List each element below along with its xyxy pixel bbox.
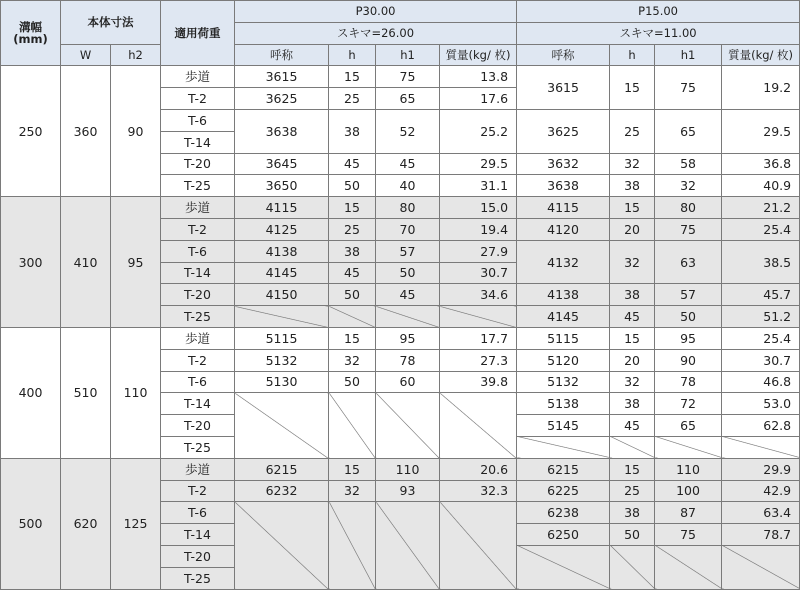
p30-h1-cell: 57 (376, 240, 440, 262)
p30-h1-cell: 80 (376, 197, 440, 219)
header-p30-mass: 質量(kg/ 枚) (440, 44, 517, 66)
p15-h-cell: 32 (610, 240, 655, 284)
width-cell: 300 (1, 197, 61, 328)
p15-mass-cell: 53.0 (722, 393, 800, 415)
p15-h-cell: 38 (610, 502, 655, 524)
header-body-dims: 本体寸法 (61, 1, 161, 45)
load-cell: T-2 (161, 480, 235, 502)
not-available-cell (655, 436, 722, 458)
not-available-cell (517, 436, 610, 458)
h2-cell: 95 (111, 197, 161, 328)
not-available-cell (329, 502, 376, 589)
p30-h-cell: 15 (329, 197, 376, 219)
p30-h1-cell: 95 (376, 327, 440, 349)
p15-h1-cell: 90 (655, 349, 722, 371)
table-row (1, 197, 800, 219)
not-available-cell (722, 545, 800, 589)
p15-mass-cell: 62.8 (722, 415, 800, 437)
p15-h-cell: 50 (610, 524, 655, 546)
p30-mass-cell: 25.2 (440, 109, 517, 153)
p30-h1-cell: 45 (376, 153, 440, 175)
p30-name-cell: 4145 (235, 262, 329, 284)
p30-h-cell: 50 (329, 284, 376, 306)
p15-h1-cell: 75 (655, 66, 722, 110)
header-width-unit: (mm) (13, 32, 48, 47)
not-available-cell (329, 306, 376, 328)
p30-name-cell: 5115 (235, 327, 329, 349)
p30-name-cell: 6232 (235, 480, 329, 502)
p15-name-cell: 6250 (517, 524, 610, 546)
p15-name-cell: 3632 (517, 153, 610, 175)
p15-name-cell: 5145 (517, 415, 610, 437)
header-row-1 (1, 1, 800, 23)
p30-name-cell: 3638 (235, 109, 329, 153)
p30-name-cell: 3625 (235, 88, 329, 110)
p30-mass-cell: 30.7 (440, 262, 517, 284)
p30-name-cell: 4115 (235, 197, 329, 219)
p15-name-cell: 4132 (517, 240, 610, 284)
load-cell: T-2 (161, 349, 235, 371)
not-available-cell (235, 393, 329, 458)
p30-mass-cell: 31.1 (440, 175, 517, 197)
p15-name-cell: 3625 (517, 109, 610, 153)
p15-mass-cell: 25.4 (722, 327, 800, 349)
p15-mass-cell: 29.5 (722, 109, 800, 153)
p15-h1-cell: 65 (655, 415, 722, 437)
p15-mass-cell: 51.2 (722, 306, 800, 328)
not-available-cell (329, 393, 376, 458)
load-cell: T-6 (161, 240, 235, 262)
p15-h1-cell: 80 (655, 197, 722, 219)
header-p15-mass: 質量(kg/ 枚) (722, 44, 800, 66)
p30-h-cell: 45 (329, 153, 376, 175)
load-cell: T-14 (161, 524, 235, 546)
p30-mass-cell: 32.3 (440, 480, 517, 502)
p30-h-cell: 38 (329, 109, 376, 153)
p30-mass-cell: 39.8 (440, 371, 517, 393)
p30-mass-cell: 15.0 (440, 197, 517, 219)
load-cell: T-6 (161, 502, 235, 524)
p15-mass-cell: 63.4 (722, 502, 800, 524)
p15-h1-cell: 63 (655, 240, 722, 284)
p15-h1-cell: 58 (655, 153, 722, 175)
h2-cell: 90 (111, 66, 161, 197)
p15-mass-cell: 25.4 (722, 218, 800, 240)
p15-mass-cell: 45.7 (722, 284, 800, 306)
p15-mass-cell: 29.9 (722, 458, 800, 480)
p30-h1-cell: 78 (376, 349, 440, 371)
not-available-cell (610, 545, 655, 589)
p30-h1-cell: 70 (376, 218, 440, 240)
p30-h-cell: 32 (329, 349, 376, 371)
load-cell: T-25 (161, 175, 235, 197)
p15-h-cell: 15 (610, 197, 655, 219)
p15-h1-cell: 110 (655, 458, 722, 480)
header-p15: P15.00 (517, 1, 800, 23)
p15-name-cell: 3615 (517, 66, 610, 110)
p15-name-cell: 6238 (517, 502, 610, 524)
header-p15-h1: h1 (655, 44, 722, 66)
not-available-cell (376, 306, 440, 328)
p30-h-cell: 50 (329, 175, 376, 197)
width-cell: 400 (1, 327, 61, 458)
p30-h-cell: 50 (329, 371, 376, 393)
h2-cell: 125 (111, 458, 161, 589)
p15-name-cell: 4145 (517, 306, 610, 328)
not-available-cell (376, 393, 440, 458)
p30-h-cell: 15 (329, 458, 376, 480)
W-cell: 410 (61, 197, 111, 328)
p15-mass-cell: 38.5 (722, 240, 800, 284)
p15-name-cell: 4120 (517, 218, 610, 240)
not-available-cell (440, 306, 517, 328)
W-cell: 510 (61, 327, 111, 458)
p15-h-cell: 38 (610, 284, 655, 306)
p15-mass-cell: 46.8 (722, 371, 800, 393)
p15-name-cell: 3638 (517, 175, 610, 197)
p30-name-cell: 3615 (235, 66, 329, 88)
load-cell: T-25 (161, 306, 235, 328)
not-available-cell (440, 393, 517, 458)
p15-h-cell: 15 (610, 327, 655, 349)
p15-h-cell: 20 (610, 349, 655, 371)
load-cell: T-2 (161, 218, 235, 240)
p30-mass-cell: 19.4 (440, 218, 517, 240)
header-width-cell (1, 1, 61, 66)
p15-h-cell: 32 (610, 371, 655, 393)
header-p30-h1: h1 (376, 44, 440, 66)
header-W: W (61, 44, 111, 66)
p30-h-cell: 45 (329, 262, 376, 284)
p15-h-cell: 20 (610, 218, 655, 240)
h2-cell: 110 (111, 327, 161, 458)
header-p30: P30.00 (235, 1, 517, 23)
p15-mass-cell: 78.7 (722, 524, 800, 546)
table-row (1, 66, 800, 88)
p15-mass-cell: 42.9 (722, 480, 800, 502)
p30-name-cell: 4150 (235, 284, 329, 306)
p15-h1-cell: 32 (655, 175, 722, 197)
not-available-cell (610, 436, 655, 458)
p30-h1-cell: 60 (376, 371, 440, 393)
p15-name-cell: 5138 (517, 393, 610, 415)
p30-h1-cell: 93 (376, 480, 440, 502)
p30-name-cell: 4125 (235, 218, 329, 240)
p30-h1-cell: 52 (376, 109, 440, 153)
header-p30-name: 呼称 (235, 44, 329, 66)
load-cell: T-14 (161, 262, 235, 284)
load-cell: T-6 (161, 109, 235, 131)
p15-mass-cell: 36.8 (722, 153, 800, 175)
header-p30-h: h (329, 44, 376, 66)
p15-h1-cell: 95 (655, 327, 722, 349)
p15-h-cell: 25 (610, 109, 655, 153)
load-cell: T-20 (161, 153, 235, 175)
p15-mass-cell: 21.2 (722, 197, 800, 219)
p30-name-cell: 3645 (235, 153, 329, 175)
p30-h1-cell: 110 (376, 458, 440, 480)
load-cell: 歩道 (161, 327, 235, 349)
p30-name-cell: 4138 (235, 240, 329, 262)
p15-h1-cell: 75 (655, 218, 722, 240)
load-cell: T-25 (161, 567, 235, 589)
load-cell: T-20 (161, 284, 235, 306)
p30-h-cell: 32 (329, 480, 376, 502)
p30-h1-cell: 65 (376, 88, 440, 110)
p15-name-cell: 6215 (517, 458, 610, 480)
load-cell: T-14 (161, 393, 235, 415)
p30-mass-cell: 27.9 (440, 240, 517, 262)
p30-mass-cell: 20.6 (440, 458, 517, 480)
p30-name-cell: 5132 (235, 349, 329, 371)
p15-h1-cell: 78 (655, 371, 722, 393)
load-cell: 歩道 (161, 66, 235, 88)
p15-mass-cell: 30.7 (722, 349, 800, 371)
header-load: 適用荷重 (161, 1, 235, 66)
p30-h1-cell: 45 (376, 284, 440, 306)
header-p15-gap: スキマ=11.00 (517, 22, 800, 44)
p15-h-cell: 25 (610, 480, 655, 502)
load-cell: T-6 (161, 371, 235, 393)
p15-h1-cell: 50 (655, 306, 722, 328)
not-available-cell (722, 436, 800, 458)
p30-name-cell: 5130 (235, 371, 329, 393)
load-cell: 歩道 (161, 197, 235, 219)
W-cell: 360 (61, 66, 111, 197)
width-cell: 500 (1, 458, 61, 589)
p15-mass-cell: 19.2 (722, 66, 800, 110)
p30-h-cell: 15 (329, 327, 376, 349)
p30-h1-cell: 50 (376, 262, 440, 284)
header-p15-h: h (610, 44, 655, 66)
p15-h-cell: 45 (610, 306, 655, 328)
not-available-cell (235, 306, 329, 328)
p30-mass-cell: 29.5 (440, 153, 517, 175)
width-cell: 250 (1, 66, 61, 197)
p30-h1-cell: 40 (376, 175, 440, 197)
header-width-label: 溝幅 (19, 20, 42, 35)
load-cell: T-20 (161, 415, 235, 437)
p15-name-cell: 4138 (517, 284, 610, 306)
p15-h-cell: 32 (610, 153, 655, 175)
p15-h-cell: 15 (610, 458, 655, 480)
p15-h1-cell: 75 (655, 524, 722, 546)
p30-h-cell: 38 (329, 240, 376, 262)
p15-h-cell: 15 (610, 66, 655, 110)
p30-name-cell: 6215 (235, 458, 329, 480)
p15-name-cell: 5120 (517, 349, 610, 371)
p30-mass-cell: 17.6 (440, 88, 517, 110)
load-cell: T-25 (161, 436, 235, 458)
p30-mass-cell: 13.8 (440, 66, 517, 88)
p30-mass-cell: 17.7 (440, 327, 517, 349)
header-row-3 (1, 44, 800, 66)
p30-h-cell: 25 (329, 88, 376, 110)
load-cell: 歩道 (161, 458, 235, 480)
header-p30-gap: スキマ=26.00 (235, 22, 517, 44)
p15-h1-cell: 65 (655, 109, 722, 153)
not-available-cell (655, 545, 722, 589)
table-row (1, 327, 800, 349)
p30-mass-cell: 34.6 (440, 284, 517, 306)
load-cell: T-20 (161, 545, 235, 567)
p15-name-cell: 6225 (517, 480, 610, 502)
load-cell: T-14 (161, 131, 235, 153)
p15-h1-cell: 72 (655, 393, 722, 415)
header-p15-name: 呼称 (517, 44, 610, 66)
not-available-cell (376, 502, 440, 589)
W-cell: 620 (61, 458, 111, 589)
table-row (1, 458, 800, 480)
p15-h1-cell: 100 (655, 480, 722, 502)
load-cell: T-2 (161, 88, 235, 110)
p30-h1-cell: 75 (376, 66, 440, 88)
p15-h1-cell: 57 (655, 284, 722, 306)
p15-name-cell: 5132 (517, 371, 610, 393)
p30-h-cell: 25 (329, 218, 376, 240)
p15-h-cell: 45 (610, 415, 655, 437)
p15-name-cell: 4115 (517, 197, 610, 219)
p15-mass-cell: 40.9 (722, 175, 800, 197)
header-h2: h2 (111, 44, 161, 66)
p15-name-cell: 5115 (517, 327, 610, 349)
p30-name-cell: 3650 (235, 175, 329, 197)
p15-h-cell: 38 (610, 175, 655, 197)
p15-h-cell: 38 (610, 393, 655, 415)
not-available-cell (517, 545, 610, 589)
p30-h-cell: 15 (329, 66, 376, 88)
p15-h1-cell: 87 (655, 502, 722, 524)
not-available-cell (235, 502, 329, 589)
not-available-cell (440, 502, 517, 589)
p30-mass-cell: 27.3 (440, 349, 517, 371)
